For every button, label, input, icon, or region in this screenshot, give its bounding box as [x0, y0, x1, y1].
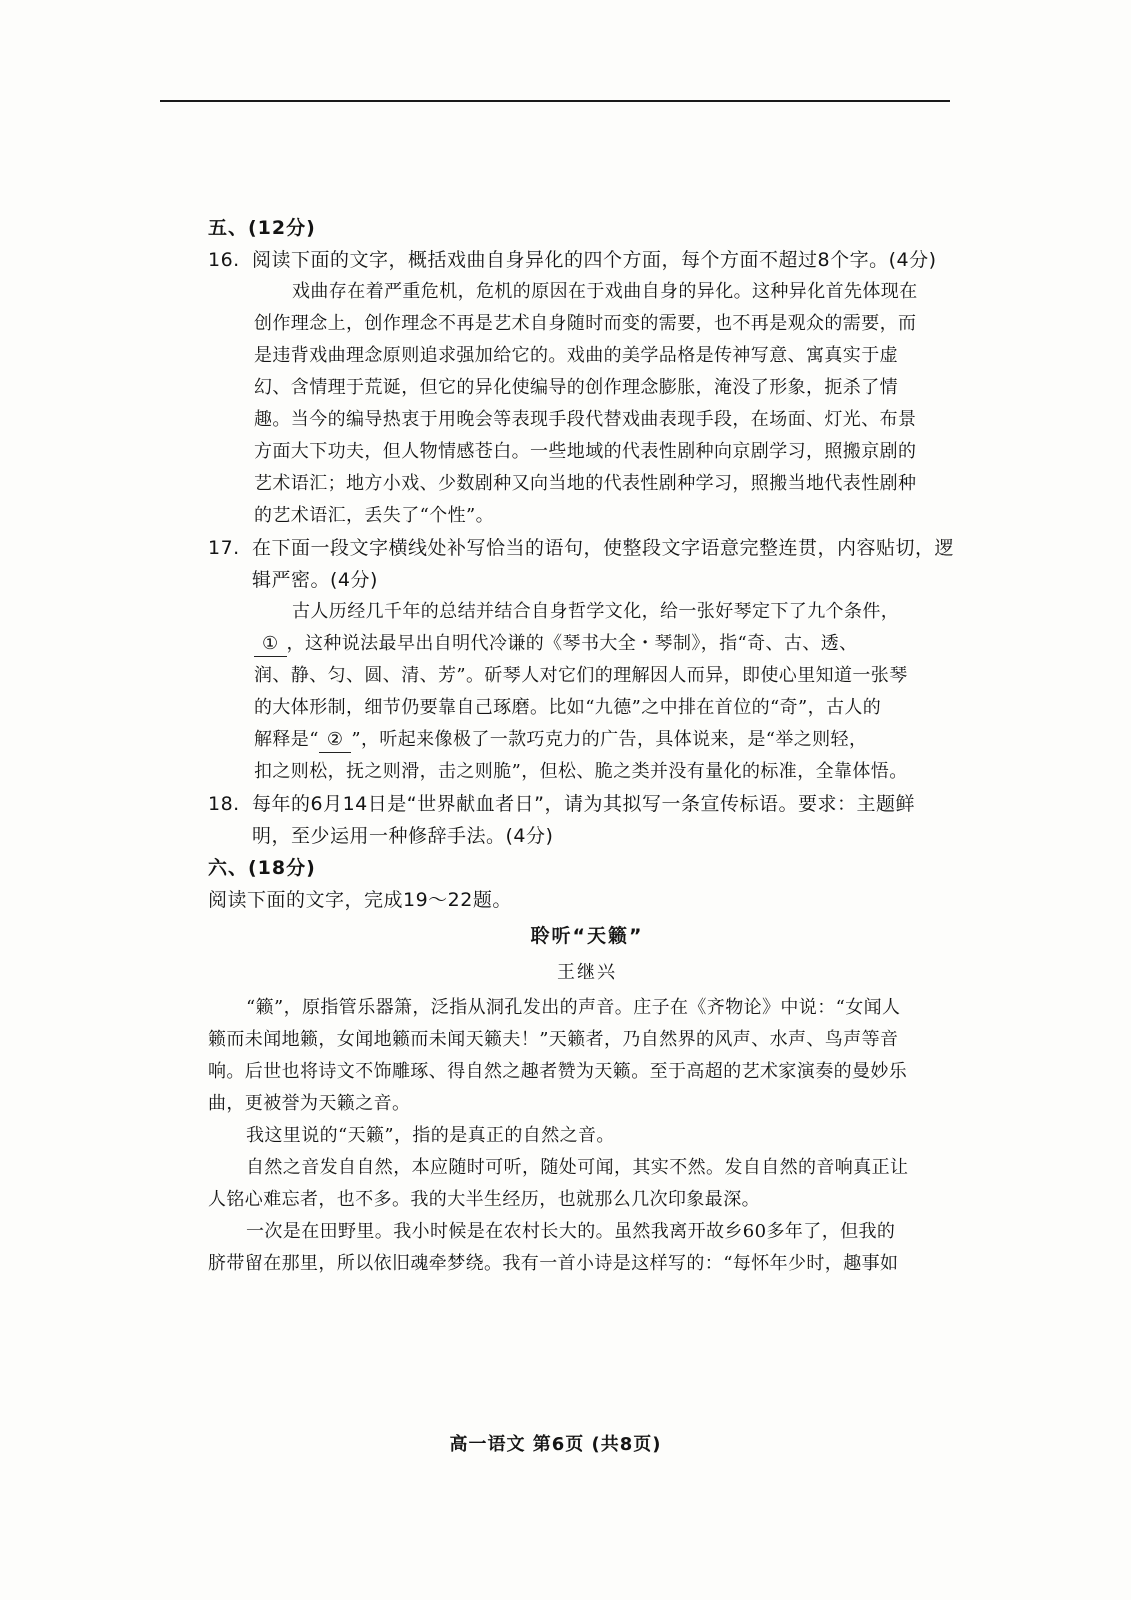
question-16-prompt	[208, 244, 1006, 276]
passage-line: 戏曲存在着严重危机，危机的原因在于戏曲自身的异化。这种异化首先体现在	[292, 281, 918, 302]
article-line: 我这里说的“天籁”，指的是真正的自然之音。	[246, 1125, 615, 1146]
question-18-text-line1: 每年的6月14日是“世界献血者日”，请为其拟写一条宣传标语。要求：主题鲜	[252, 793, 915, 815]
article-author: 王继兴	[557, 962, 617, 983]
page-footer	[0, 1430, 1131, 1456]
passage-text: ”，听起来像极了一款巧克力的广告，具体说来，是“举之则轻，	[351, 729, 868, 750]
exam-page	[208, 212, 1006, 1280]
section-six-heading: 六、(18分)	[208, 857, 316, 879]
question-18-text-line2: 明，至少运用一种修辞手法。(4分)	[252, 825, 554, 847]
section-six-intro: 阅读下面的文字，完成19～22题。	[208, 889, 512, 911]
passage-line: 润、静、匀、圆、清、芳”。斫琴人对它们的理解因人而异，即使心里知道一张琴	[254, 665, 908, 686]
question-17-text-line2: 辑严密。(4分)	[252, 569, 378, 591]
question-16-passage	[208, 276, 1006, 532]
article-line: “籁”，原指管乐器箫，泛指从洞孔发出的声音。庄子在《齐物论》中说：“女闻人	[246, 997, 901, 1018]
question-18-number: 18.	[208, 793, 240, 815]
passage-line: 方面大下功夫，但人物情感苍白。一些地域的代表性剧种向京剧学习，照搬京剧的	[254, 441, 917, 462]
passage-line	[254, 724, 1006, 756]
article-line: 响。后世也将诗文不饰雕琢、得自然之趣者赞为天籁。至于高超的艺术家演奏的曼妙乐	[208, 1061, 908, 1082]
answer-blank-1[interactable]: ①	[254, 632, 287, 657]
section-five-heading: 五、(12分)	[208, 217, 316, 239]
passage-text: 解释是“	[254, 729, 319, 750]
question-16-text: 阅读下面的文字，概括戏曲自身异化的四个方面，每个方面不超过8个字。(4分)	[252, 249, 937, 271]
question-18-prompt	[208, 788, 1006, 820]
passage-line: 创作理念上，创作理念不再是艺术自身随时而变的需要，也不再是观众的需要，而	[254, 313, 917, 334]
passage-line: 古人历经几千年的总结并结合自身哲学文化，给一张好琴定下了九个条件，	[292, 601, 900, 622]
article-line: 籁而未闻地籁，女闻地籁而未闻天籁夫！”天籁者，乃自然界的风声、水声、鸟声等音	[208, 1029, 899, 1050]
question-17-prompt	[208, 532, 1006, 564]
passage-line: 是违背戏曲理念原则追求强加给它的。戏曲的美学品格是传神写意、寓真实于虚	[254, 345, 898, 366]
article-line: 脐带留在那里，所以依旧魂牵梦绕。我有一首小诗是这样写的：“每怀年少时，趣事如	[208, 1253, 899, 1274]
question-17-number: 17.	[208, 537, 240, 559]
passage-line	[254, 628, 1006, 660]
passage-line: 的大体形制，细节仍要靠自己琢磨。比如“九德”之中排在首位的“奇”，古人的	[254, 697, 882, 718]
passage-line: 幻、含情理于荒诞，但它的异化使编导的创作理念膨胀，淹没了形象，扼杀了情	[254, 377, 898, 398]
question-16-number: 16.	[208, 249, 240, 271]
passage-line: 艺术语汇；地方小戏、少数剧种又向当地的代表性剧种学习，照搬当地代表性剧种	[254, 473, 917, 494]
article-line: 曲，更被誉为天籁之音。	[208, 1093, 411, 1114]
passage-line: 扣之则松，抚之则滑，击之则脆”，但松、脆之类并没有量化的标准，全靠体悟。	[254, 761, 908, 782]
article-line: 自然之音发自自然，本应随时可听，随处可闻，其实不然。发自自然的音响真正让	[246, 1157, 909, 1178]
page-number-label: 高一语文 第6页 (共8页)	[449, 1434, 662, 1455]
article-body	[208, 992, 1006, 1280]
passage-line: 的艺术语汇，丢失了“个性”。	[254, 505, 495, 526]
article-line: 一次是在田野里。我小时候是在农村长大的。虽然我离开故乡60多年了，但我的	[246, 1221, 896, 1242]
passage-text: ，这种说法最早出自明代冷谦的《琴书大全・琴制》，指“奇、古、透、	[286, 633, 858, 654]
answer-blank-2[interactable]: ②	[319, 728, 352, 753]
question-17-passage	[208, 596, 1006, 788]
header-rule	[160, 100, 950, 102]
article-line: 人铭心难忘者，也不多。我的大半生经历，也就那么几次印象最深。	[208, 1189, 760, 1210]
article-title: 聆听“天籁”	[530, 925, 644, 947]
passage-line: 趣。当今的编导热衷于用晚会等表现手段代替戏曲表现手段，在场面、灯光、布景	[254, 409, 917, 430]
question-17-text-line1: 在下面一段文字横线处补写恰当的语句，使整段文字语意完整连贯，内容贴切，逻	[252, 537, 955, 559]
